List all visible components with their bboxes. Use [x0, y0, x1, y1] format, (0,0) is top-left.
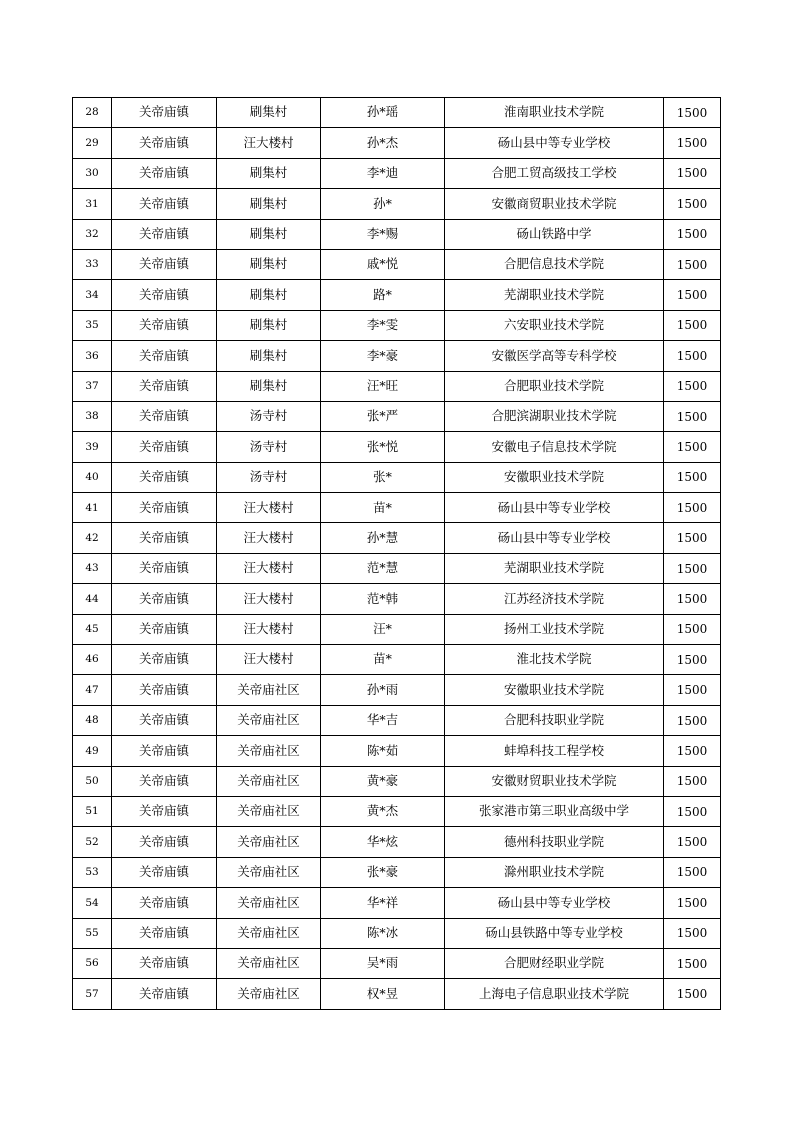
- school-cell: 砀山县中等专业学校: [445, 888, 664, 918]
- student-name-cell: 黄*杰: [321, 796, 445, 826]
- town-cell: 关帝庙镇: [112, 371, 217, 401]
- amount-cell: 1500: [664, 796, 721, 826]
- school-cell: 安徽医学高等专科学校: [445, 341, 664, 371]
- student-name-cell: 华*吉: [321, 705, 445, 735]
- student-name-cell: 陈*冰: [321, 918, 445, 948]
- student-name-cell: 黄*豪: [321, 766, 445, 796]
- student-name-cell: 吴*雨: [321, 948, 445, 978]
- village-cell: 关帝庙社区: [217, 857, 321, 887]
- table-row: [73, 614, 721, 644]
- student-name-cell: 苗*: [321, 645, 445, 675]
- student-name-cell: 张*: [321, 462, 445, 492]
- town-cell: 关帝庙镇: [112, 401, 217, 431]
- school-cell: 砀山县中等专业学校: [445, 523, 664, 553]
- row-number-cell: 42: [73, 523, 112, 553]
- student-name-cell: 范*慧: [321, 553, 445, 583]
- amount-cell: 1500: [664, 341, 721, 371]
- school-cell: 淮北技术学院: [445, 645, 664, 675]
- student-name-cell: 李*迪: [321, 158, 445, 188]
- amount-cell: 1500: [664, 888, 721, 918]
- amount-cell: 1500: [664, 493, 721, 523]
- row-number-cell: 36: [73, 341, 112, 371]
- table-row: [73, 523, 721, 553]
- student-name-cell: 孙*雨: [321, 675, 445, 705]
- row-number-cell: 35: [73, 310, 112, 340]
- town-cell: 关帝庙镇: [112, 249, 217, 279]
- town-cell: 关帝庙镇: [112, 158, 217, 188]
- row-number-cell: 41: [73, 493, 112, 523]
- village-cell: 汤寺村: [217, 432, 321, 462]
- school-cell: 张家港市第三职业高级中学: [445, 796, 664, 826]
- village-cell: 刷集村: [217, 219, 321, 249]
- village-cell: 刷集村: [217, 98, 321, 128]
- row-number-cell: 32: [73, 219, 112, 249]
- amount-cell: 1500: [664, 219, 721, 249]
- amount-cell: 1500: [664, 614, 721, 644]
- student-name-cell: 李*豪: [321, 341, 445, 371]
- amount-cell: 1500: [664, 584, 721, 614]
- row-number-cell: 43: [73, 553, 112, 583]
- table-row: [73, 948, 721, 978]
- school-cell: 合肥财经职业学院: [445, 948, 664, 978]
- row-number-cell: 34: [73, 280, 112, 310]
- town-cell: 关帝庙镇: [112, 189, 217, 219]
- student-name-cell: 孙*: [321, 189, 445, 219]
- student-name-cell: 张*严: [321, 401, 445, 431]
- school-cell: 合肥职业技术学院: [445, 371, 664, 401]
- amount-cell: 1500: [664, 249, 721, 279]
- school-cell: 六安职业技术学院: [445, 310, 664, 340]
- row-number-cell: 50: [73, 766, 112, 796]
- village-cell: 关帝庙社区: [217, 888, 321, 918]
- village-cell: 刷集村: [217, 249, 321, 279]
- student-name-cell: 孙*瑶: [321, 98, 445, 128]
- school-cell: 德州科技职业学院: [445, 827, 664, 857]
- row-number-cell: 44: [73, 584, 112, 614]
- row-number-cell: 57: [73, 979, 112, 1009]
- school-cell: 淮南职业技术学院: [445, 98, 664, 128]
- table-row: [73, 584, 721, 614]
- school-cell: 砀山县中等专业学校: [445, 128, 664, 158]
- school-cell: 江苏经济技术学院: [445, 584, 664, 614]
- school-cell: 安徽职业技术学院: [445, 462, 664, 492]
- town-cell: 关帝庙镇: [112, 645, 217, 675]
- table-row: [73, 219, 721, 249]
- student-name-cell: 苗*: [321, 493, 445, 523]
- row-number-cell: 56: [73, 948, 112, 978]
- student-name-cell: 戚*悦: [321, 249, 445, 279]
- village-cell: 汪大楼村: [217, 614, 321, 644]
- amount-cell: 1500: [664, 553, 721, 583]
- school-cell: 合肥信息技术学院: [445, 249, 664, 279]
- amount-cell: 1500: [664, 827, 721, 857]
- town-cell: 关帝庙镇: [112, 584, 217, 614]
- amount-cell: 1500: [664, 401, 721, 431]
- row-number-cell: 54: [73, 888, 112, 918]
- table-row: [73, 462, 721, 492]
- row-number-cell: 55: [73, 918, 112, 948]
- village-cell: 刷集村: [217, 158, 321, 188]
- town-cell: 关帝庙镇: [112, 827, 217, 857]
- table-row: [73, 493, 721, 523]
- school-cell: 芜湖职业技术学院: [445, 553, 664, 583]
- row-number-cell: 53: [73, 857, 112, 887]
- row-number-cell: 29: [73, 128, 112, 158]
- row-number-cell: 45: [73, 614, 112, 644]
- school-cell: 砀山县铁路中等专业学校: [445, 918, 664, 948]
- village-cell: 汪大楼村: [217, 523, 321, 553]
- village-cell: 刷集村: [217, 189, 321, 219]
- amount-cell: 1500: [664, 645, 721, 675]
- amount-cell: 1500: [664, 766, 721, 796]
- row-number-cell: 46: [73, 645, 112, 675]
- village-cell: 刷集村: [217, 371, 321, 401]
- student-name-cell: 李*雯: [321, 310, 445, 340]
- school-cell: 合肥科技职业学院: [445, 705, 664, 735]
- town-cell: 关帝庙镇: [112, 948, 217, 978]
- amount-cell: 1500: [664, 280, 721, 310]
- school-cell: 合肥滨湖职业技术学院: [445, 401, 664, 431]
- town-cell: 关帝庙镇: [112, 918, 217, 948]
- row-number-cell: 48: [73, 705, 112, 735]
- table-row: [73, 645, 721, 675]
- town-cell: 关帝庙镇: [112, 462, 217, 492]
- school-cell: 砀山铁路中学: [445, 219, 664, 249]
- town-cell: 关帝庙镇: [112, 98, 217, 128]
- town-cell: 关帝庙镇: [112, 888, 217, 918]
- table-row: [73, 280, 721, 310]
- row-number-cell: 49: [73, 736, 112, 766]
- amount-cell: 1500: [664, 523, 721, 553]
- school-cell: 安徽财贸职业技术学院: [445, 766, 664, 796]
- amount-cell: 1500: [664, 675, 721, 705]
- school-cell: 安徽商贸职业技术学院: [445, 189, 664, 219]
- amount-cell: 1500: [664, 432, 721, 462]
- student-name-cell: 李*赐: [321, 219, 445, 249]
- town-cell: 关帝庙镇: [112, 705, 217, 735]
- student-name-cell: 陈*茹: [321, 736, 445, 766]
- table-row: [73, 341, 721, 371]
- village-cell: 汤寺村: [217, 401, 321, 431]
- student-name-cell: 汪*旺: [321, 371, 445, 401]
- table-row: [73, 766, 721, 796]
- amount-cell: 1500: [664, 705, 721, 735]
- row-number-cell: 38: [73, 401, 112, 431]
- table-row: [73, 249, 721, 279]
- student-name-cell: 华*祥: [321, 888, 445, 918]
- school-cell: 滁州职业技术学院: [445, 857, 664, 887]
- village-cell: 关帝庙社区: [217, 736, 321, 766]
- table-row: [73, 979, 721, 1009]
- village-cell: 汤寺村: [217, 462, 321, 492]
- amount-cell: 1500: [664, 979, 721, 1009]
- village-cell: 关帝庙社区: [217, 827, 321, 857]
- row-number-cell: 37: [73, 371, 112, 401]
- village-cell: 关帝庙社区: [217, 979, 321, 1009]
- table-row: [73, 189, 721, 219]
- town-cell: 关帝庙镇: [112, 796, 217, 826]
- school-cell: 安徽职业技术学院: [445, 675, 664, 705]
- school-cell: 蚌埠科技工程学校: [445, 736, 664, 766]
- table-row: [73, 796, 721, 826]
- student-name-cell: 汪*: [321, 614, 445, 644]
- school-cell: 上海电子信息职业技术学院: [445, 979, 664, 1009]
- town-cell: 关帝庙镇: [112, 341, 217, 371]
- town-cell: 关帝庙镇: [112, 128, 217, 158]
- village-cell: 关帝庙社区: [217, 948, 321, 978]
- town-cell: 关帝庙镇: [112, 857, 217, 887]
- row-number-cell: 30: [73, 158, 112, 188]
- amount-cell: 1500: [664, 857, 721, 887]
- village-cell: 关帝庙社区: [217, 705, 321, 735]
- amount-cell: 1500: [664, 128, 721, 158]
- table-row: [73, 675, 721, 705]
- table-row: [73, 857, 721, 887]
- amount-cell: 1500: [664, 371, 721, 401]
- village-cell: 汪大楼村: [217, 553, 321, 583]
- town-cell: 关帝庙镇: [112, 219, 217, 249]
- village-cell: 关帝庙社区: [217, 918, 321, 948]
- table-row: [73, 401, 721, 431]
- town-cell: 关帝庙镇: [112, 523, 217, 553]
- student-name-cell: 路*: [321, 280, 445, 310]
- town-cell: 关帝庙镇: [112, 493, 217, 523]
- town-cell: 关帝庙镇: [112, 280, 217, 310]
- table-row: [73, 553, 721, 583]
- student-name-cell: 范*韩: [321, 584, 445, 614]
- student-name-cell: 孙*杰: [321, 128, 445, 158]
- amount-cell: 1500: [664, 462, 721, 492]
- school-cell: 安徽电子信息技术学院: [445, 432, 664, 462]
- table-row: [73, 705, 721, 735]
- town-cell: 关帝庙镇: [112, 432, 217, 462]
- row-number-cell: 51: [73, 796, 112, 826]
- subsidy-table: [72, 97, 721, 1010]
- village-cell: 刷集村: [217, 341, 321, 371]
- village-cell: 关帝庙社区: [217, 796, 321, 826]
- student-name-cell: 张*豪: [321, 857, 445, 887]
- village-cell: 刷集村: [217, 310, 321, 340]
- amount-cell: 1500: [664, 310, 721, 340]
- school-cell: 合肥工贸高级技工学校: [445, 158, 664, 188]
- town-cell: 关帝庙镇: [112, 675, 217, 705]
- table-body: [73, 98, 721, 1010]
- town-cell: 关帝庙镇: [112, 310, 217, 340]
- village-cell: 汪大楼村: [217, 645, 321, 675]
- row-number-cell: 31: [73, 189, 112, 219]
- town-cell: 关帝庙镇: [112, 614, 217, 644]
- town-cell: 关帝庙镇: [112, 553, 217, 583]
- row-number-cell: 39: [73, 432, 112, 462]
- town-cell: 关帝庙镇: [112, 766, 217, 796]
- amount-cell: 1500: [664, 189, 721, 219]
- school-cell: 扬州工业技术学院: [445, 614, 664, 644]
- row-number-cell: 33: [73, 249, 112, 279]
- village-cell: 关帝庙社区: [217, 766, 321, 796]
- amount-cell: 1500: [664, 918, 721, 948]
- table-row: [73, 371, 721, 401]
- table-row: [73, 158, 721, 188]
- village-cell: 关帝庙社区: [217, 675, 321, 705]
- town-cell: 关帝庙镇: [112, 736, 217, 766]
- row-number-cell: 40: [73, 462, 112, 492]
- school-cell: 砀山县中等专业学校: [445, 493, 664, 523]
- amount-cell: 1500: [664, 736, 721, 766]
- amount-cell: 1500: [664, 948, 721, 978]
- row-number-cell: 47: [73, 675, 112, 705]
- table-row: [73, 827, 721, 857]
- amount-cell: 1500: [664, 158, 721, 188]
- student-name-cell: 权*昱: [321, 979, 445, 1009]
- village-cell: 汪大楼村: [217, 128, 321, 158]
- village-cell: 汪大楼村: [217, 493, 321, 523]
- table-row: [73, 918, 721, 948]
- table-row: [73, 888, 721, 918]
- school-cell: 芜湖职业技术学院: [445, 280, 664, 310]
- row-number-cell: 52: [73, 827, 112, 857]
- row-number-cell: 28: [73, 98, 112, 128]
- student-name-cell: 华*炫: [321, 827, 445, 857]
- student-name-cell: 孙*慧: [321, 523, 445, 553]
- town-cell: 关帝庙镇: [112, 979, 217, 1009]
- table-row: [73, 432, 721, 462]
- table-row: [73, 310, 721, 340]
- village-cell: 汪大楼村: [217, 584, 321, 614]
- village-cell: 刷集村: [217, 280, 321, 310]
- student-name-cell: 张*悦: [321, 432, 445, 462]
- amount-cell: 1500: [664, 98, 721, 128]
- table-row: [73, 98, 721, 128]
- table-row: [73, 736, 721, 766]
- table-row: [73, 128, 721, 158]
